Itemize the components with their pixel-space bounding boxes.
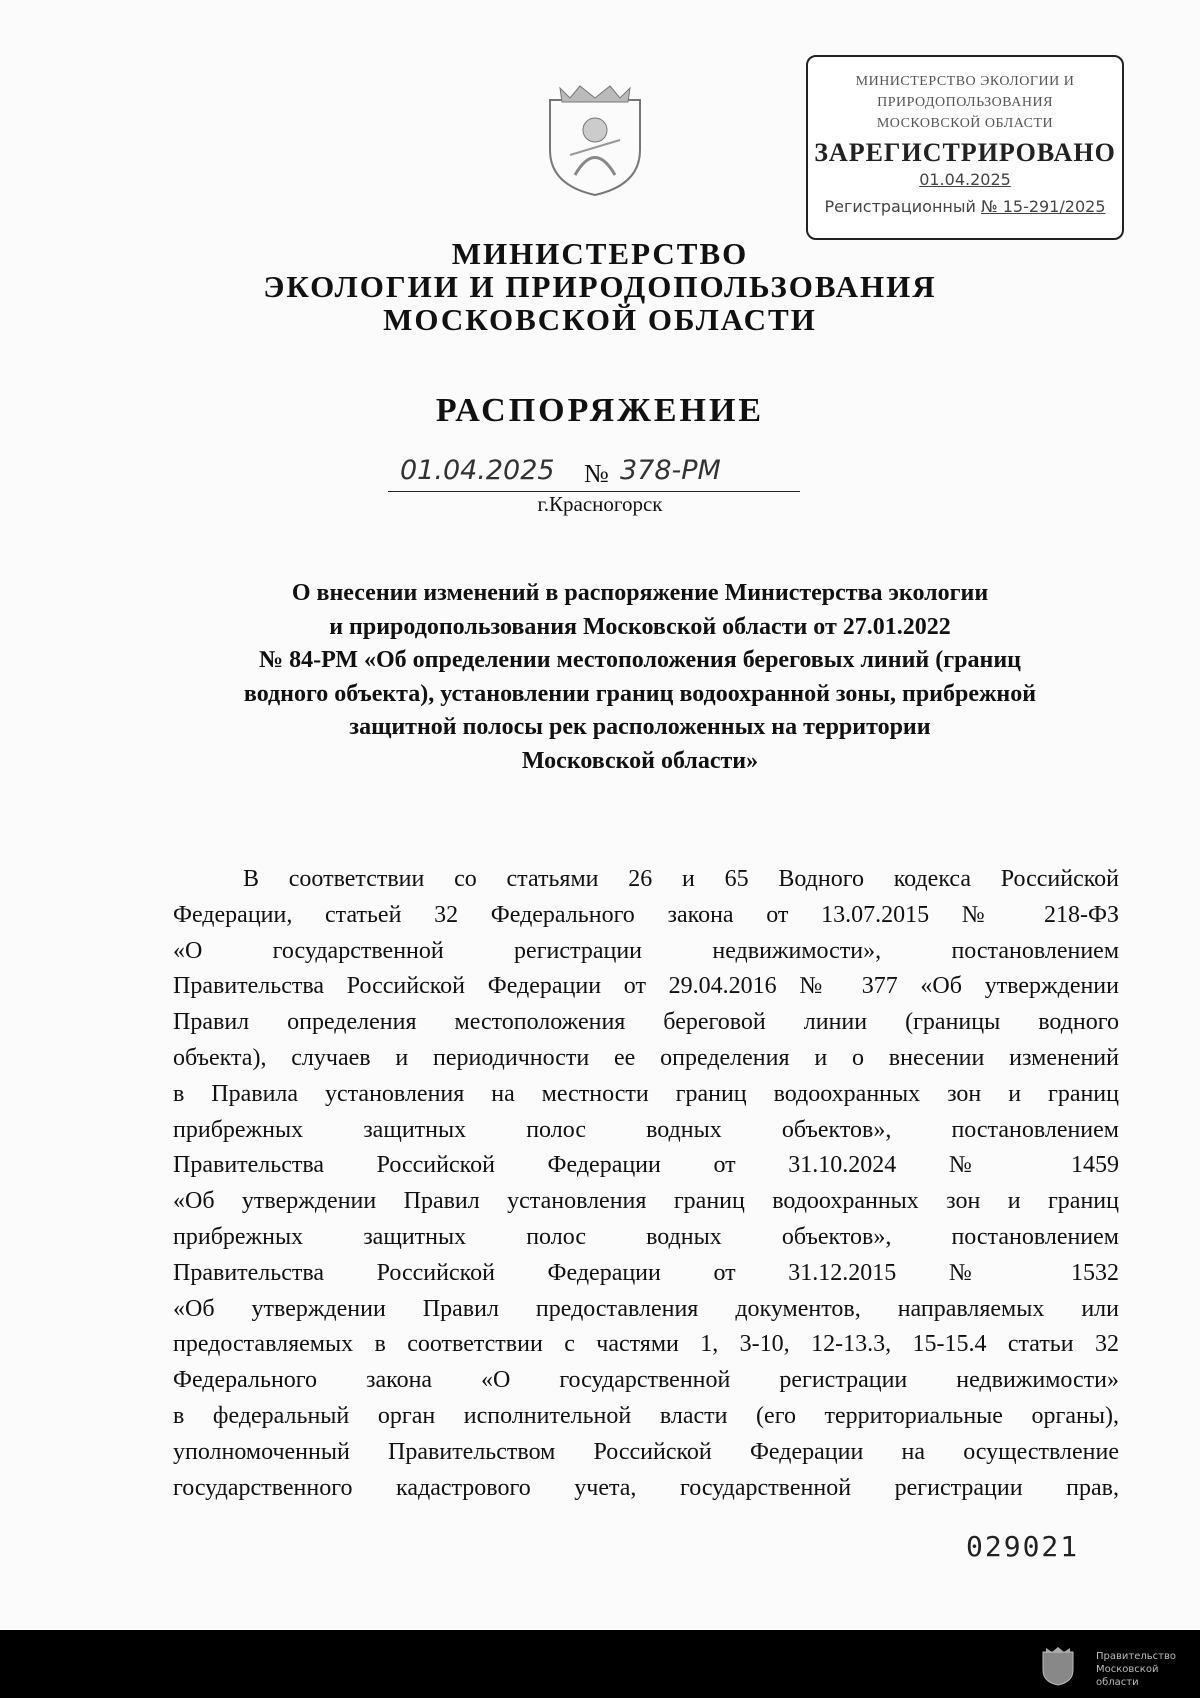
stamp-reg-number [808, 197, 1122, 216]
body-line: «О государственной регистрации недвижимости», постановлением [173, 937, 1119, 964]
body-line: «Об утверждении Правил установления границ водоохранных зон и границ [173, 1188, 1119, 1215]
subject-line: № 84-РМ «Об определении местоположения береговых линий (границ [259, 647, 1021, 674]
subject-line: Московской области» [521, 747, 759, 774]
ministry-line: ЭКОЛОГИИ И ПРИРОДОПОЛЬЗОВАНИЯ [263, 269, 937, 304]
body-line: прибрежных защитных полос водных объектов», постановлением [173, 1223, 1119, 1250]
ministry-title [0, 237, 1200, 336]
date-number-line [388, 455, 800, 492]
body-line: в Правила установления на местности границ водоохранных зон и границ [173, 1080, 1119, 1107]
body-line: предоставляемых в соответствии с частями 1, 3-10, 12-13.3, 15-15.4 статьи 32 [173, 1331, 1119, 1358]
body-line: «Об утверждении Правил предоставления документов, направляемых или [173, 1295, 1119, 1322]
body-line: Правительства Российской Федерации от 29.04.2016 № 377 «Об утверждении [173, 973, 1119, 1000]
stamp-org-line: МОСКОВСКОЙ ОБЛАСТИ [876, 116, 1054, 131]
body-line: в федеральный орган исполнительной власти (его территориальные органы), [173, 1402, 1119, 1429]
subject-line: О внесении изменений в распоряжение Министерства экологии [291, 580, 989, 606]
stamp-status: ЗАРЕГИСТРИРОВАНО [814, 138, 1116, 167]
government-logo-icon [1040, 1646, 1076, 1686]
footer-line: Правительство [1096, 1651, 1176, 1662]
subject-line: и природопользования Московской области от 27.01.2022 [329, 613, 951, 640]
body-line: Федерации, статьей 32 Федерального закона от 13.07.2015 № 218-ФЗ [173, 901, 1119, 928]
body-line: В соответствии со статьями 26 и 65 Водного кодекса Российской [243, 866, 1119, 892]
document-subject [150, 577, 1130, 779]
city: г.Красногорск [537, 492, 663, 516]
ministry-line: МИНИСТЕРСТВО [451, 236, 749, 271]
footer-caption [1096, 1650, 1200, 1689]
coat-of-arms-icon [540, 80, 650, 200]
subject-line: защитной полосы рек расположенных на территории [349, 714, 931, 741]
document-number: 378-РМ [620, 455, 721, 486]
stamp-reg-label: Регистрационный [824, 197, 981, 216]
body-line: Правительства Российской Федерации от 31.10.2024 № 1459 [173, 1152, 1119, 1179]
stamp-org-line: ПРИРОДОПОЛЬЗОВАНИЯ [877, 95, 1053, 110]
body-line: Федерального закона «О государственной регистрации недвижимости» [173, 1367, 1119, 1394]
stamp-date: 01.04.2025 [919, 170, 1011, 189]
ministry-line: МОСКОВСКОЙ ОБЛАСТИ [383, 302, 817, 337]
body-line: Правил определения местоположения береговой линии (границы водного [173, 1009, 1119, 1036]
number-sign: № [584, 459, 609, 488]
document-date: 01.04.2025 [400, 455, 555, 486]
body-line: Правительства Российской Федерации от 31.12.2015 № 1532 [173, 1259, 1119, 1286]
body-line: объекта), случаев и периодичности ее определения и о внесении изменений [173, 1044, 1119, 1071]
bottom-bar [0, 1630, 1200, 1698]
serial-number: 029021 [966, 1530, 1080, 1563]
body-text [173, 862, 1119, 1506]
footer-line: Московской области [1096, 1664, 1159, 1688]
body-line: уполномоченный Правительством Российской Федерации на осуществление [173, 1438, 1119, 1465]
stamp-reg-value: № 15-291/2025 [980, 197, 1106, 216]
document-type: РАСПОРЯЖЕНИЕ [435, 392, 765, 429]
body-line: прибрежных защитных полос водных объектов», постановлением [173, 1116, 1119, 1143]
subject-line: водного объекта), установлении границ водоохранной зоны, прибрежной [243, 680, 1037, 707]
stamp-org-line: МИНИСТЕРСТВО ЭКОЛОГИИ И [855, 74, 1075, 89]
registration-stamp [806, 55, 1124, 240]
body-line: государственного кадастрового учета, государственной регистрации прав, [173, 1474, 1119, 1501]
